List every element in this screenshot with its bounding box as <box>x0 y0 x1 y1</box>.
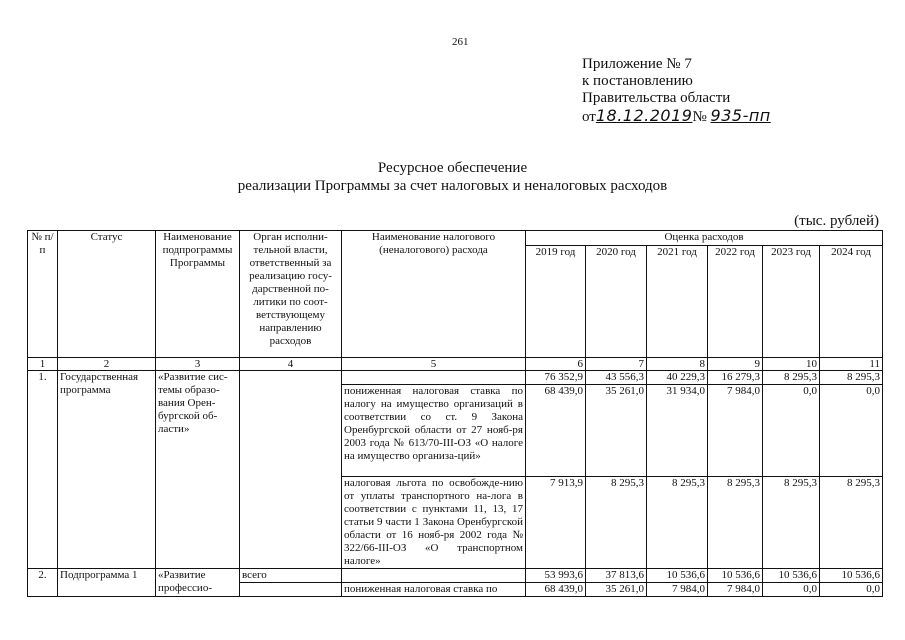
row-number: 2. <box>28 569 58 597</box>
row-value: 76 352,9 <box>526 371 586 385</box>
row-value: 7 984,0 <box>647 583 708 597</box>
row-value: 35 261,0 <box>586 385 647 477</box>
column-number: 2 <box>58 358 156 371</box>
row-value: 10 536,6 <box>708 569 763 583</box>
header-year: 2022 год <box>708 246 763 358</box>
header-estimate: Оценка расходов <box>526 231 883 246</box>
column-number: 7 <box>586 358 647 371</box>
row-value: 8 295,3 <box>820 371 883 385</box>
column-number: 6 <box>526 358 586 371</box>
document-title <box>0 159 905 195</box>
row-value: 8 295,3 <box>647 477 708 569</box>
row-value: 40 229,3 <box>647 371 708 385</box>
appendix-block <box>582 56 771 126</box>
number-sign: № <box>692 109 707 125</box>
row-status: Подпрограмма 1 <box>58 569 156 597</box>
table-row <box>28 371 883 385</box>
header-status: Статус <box>58 231 156 358</box>
column-number: 10 <box>763 358 820 371</box>
column-numbers-row <box>28 358 883 371</box>
row-value: 37 813,6 <box>586 569 647 583</box>
row-program: «Развитие сис-темы образо-вания Орен-бургской об-ласти» <box>156 371 240 569</box>
row-value: 10 536,6 <box>820 569 883 583</box>
units-label: (тыс. рублей) <box>794 213 879 229</box>
row-expense-name <box>342 569 526 583</box>
column-number: 3 <box>156 358 240 371</box>
row-value: 68 439,0 <box>526 385 586 477</box>
row-value: 8 295,3 <box>586 477 647 569</box>
header-authority: Орган исполни-тельной власти, ответственный за реализацию госу-дарственной по-литики по соот-ветствующему направлению расходов <box>240 231 342 358</box>
row-value: 0,0 <box>763 385 820 477</box>
row-value: 10 536,6 <box>647 569 708 583</box>
header-program-name: Наименование подпрограммы Программы <box>156 231 240 358</box>
row-authority: всего <box>240 569 342 583</box>
column-number: 1 <box>28 358 58 371</box>
title-line-2: реализации Программы за счет налоговых и неналоговых расходов <box>237 178 668 194</box>
row-expense-name: пониженная налоговая ставка по налогу на имущество организаций в соответствии со ст. 9 Закона Оренбургской области от 27 нояб-ря 2003 года № 613/70-III-ОЗ «О налоге на имущество организа-ций» <box>342 385 526 477</box>
title-line-1: Ресурсное обеспечение <box>377 160 528 176</box>
from-prefix: от <box>582 109 596 125</box>
row-status: Государственная программа <box>58 371 156 569</box>
appendix-line-2: к постановлению <box>582 73 693 89</box>
column-number: 11 <box>820 358 883 371</box>
row-value: 7 913,9 <box>526 477 586 569</box>
row-authority <box>240 371 342 569</box>
page-number: 261 <box>452 36 469 48</box>
row-value: 0,0 <box>820 583 883 597</box>
header-year: 2023 год <box>763 246 820 358</box>
row-value: 31 934,0 <box>647 385 708 477</box>
header-year: 2020 год <box>586 246 647 358</box>
header-num: № п/п <box>28 231 58 358</box>
row-program: «Развитие профессио- <box>156 569 240 597</box>
row-value: 35 261,0 <box>586 583 647 597</box>
header-year: 2019 год <box>526 246 586 358</box>
row-expense-name: налоговая льгота по освобожде-нию от уплаты транспортного на-лога в соответствии с пунктами 11, 13, 17 статьи 9 части 1 Закона Оренбургской области от 16 нояб-ря 2002 года № 322/66-III-ОЗ «О транспортном налоге» <box>342 477 526 569</box>
row-value: 8 295,3 <box>763 477 820 569</box>
row-value: 0,0 <box>820 385 883 477</box>
row-expense-name: пониженная налоговая ставка по <box>342 583 526 597</box>
row-value: 10 536,6 <box>763 569 820 583</box>
row-value: 0,0 <box>763 583 820 597</box>
appendix-line-1: Приложение № 7 <box>582 56 692 72</box>
header-year: 2024 год <box>820 246 883 358</box>
row-number: 1. <box>28 371 58 569</box>
column-number: 4 <box>240 358 342 371</box>
row-value: 43 556,3 <box>586 371 647 385</box>
row-value: 16 279,3 <box>708 371 763 385</box>
handwritten-date: 18.12.2019 <box>595 106 693 125</box>
handwritten-number: 935-пп <box>710 106 771 125</box>
row-value: 68 439,0 <box>526 583 586 597</box>
table-row <box>28 569 883 583</box>
row-value: 7 984,0 <box>708 385 763 477</box>
row-expense-name <box>342 371 526 385</box>
header-year: 2021 год <box>647 246 708 358</box>
appendix-line-3: Правительства области <box>582 90 731 106</box>
column-number: 8 <box>647 358 708 371</box>
column-number: 5 <box>342 358 526 371</box>
appendix-date-line <box>582 107 771 126</box>
column-number: 9 <box>708 358 763 371</box>
row-value: 8 295,3 <box>820 477 883 569</box>
row-value: 8 295,3 <box>763 371 820 385</box>
row-value: 8 295,3 <box>708 477 763 569</box>
row-value: 7 984,0 <box>708 583 763 597</box>
row-authority <box>240 583 342 597</box>
resource-table <box>27 230 883 597</box>
header-expense-name: Наименование налогового (неналогового) расхода <box>342 231 526 358</box>
row-value: 53 993,6 <box>526 569 586 583</box>
